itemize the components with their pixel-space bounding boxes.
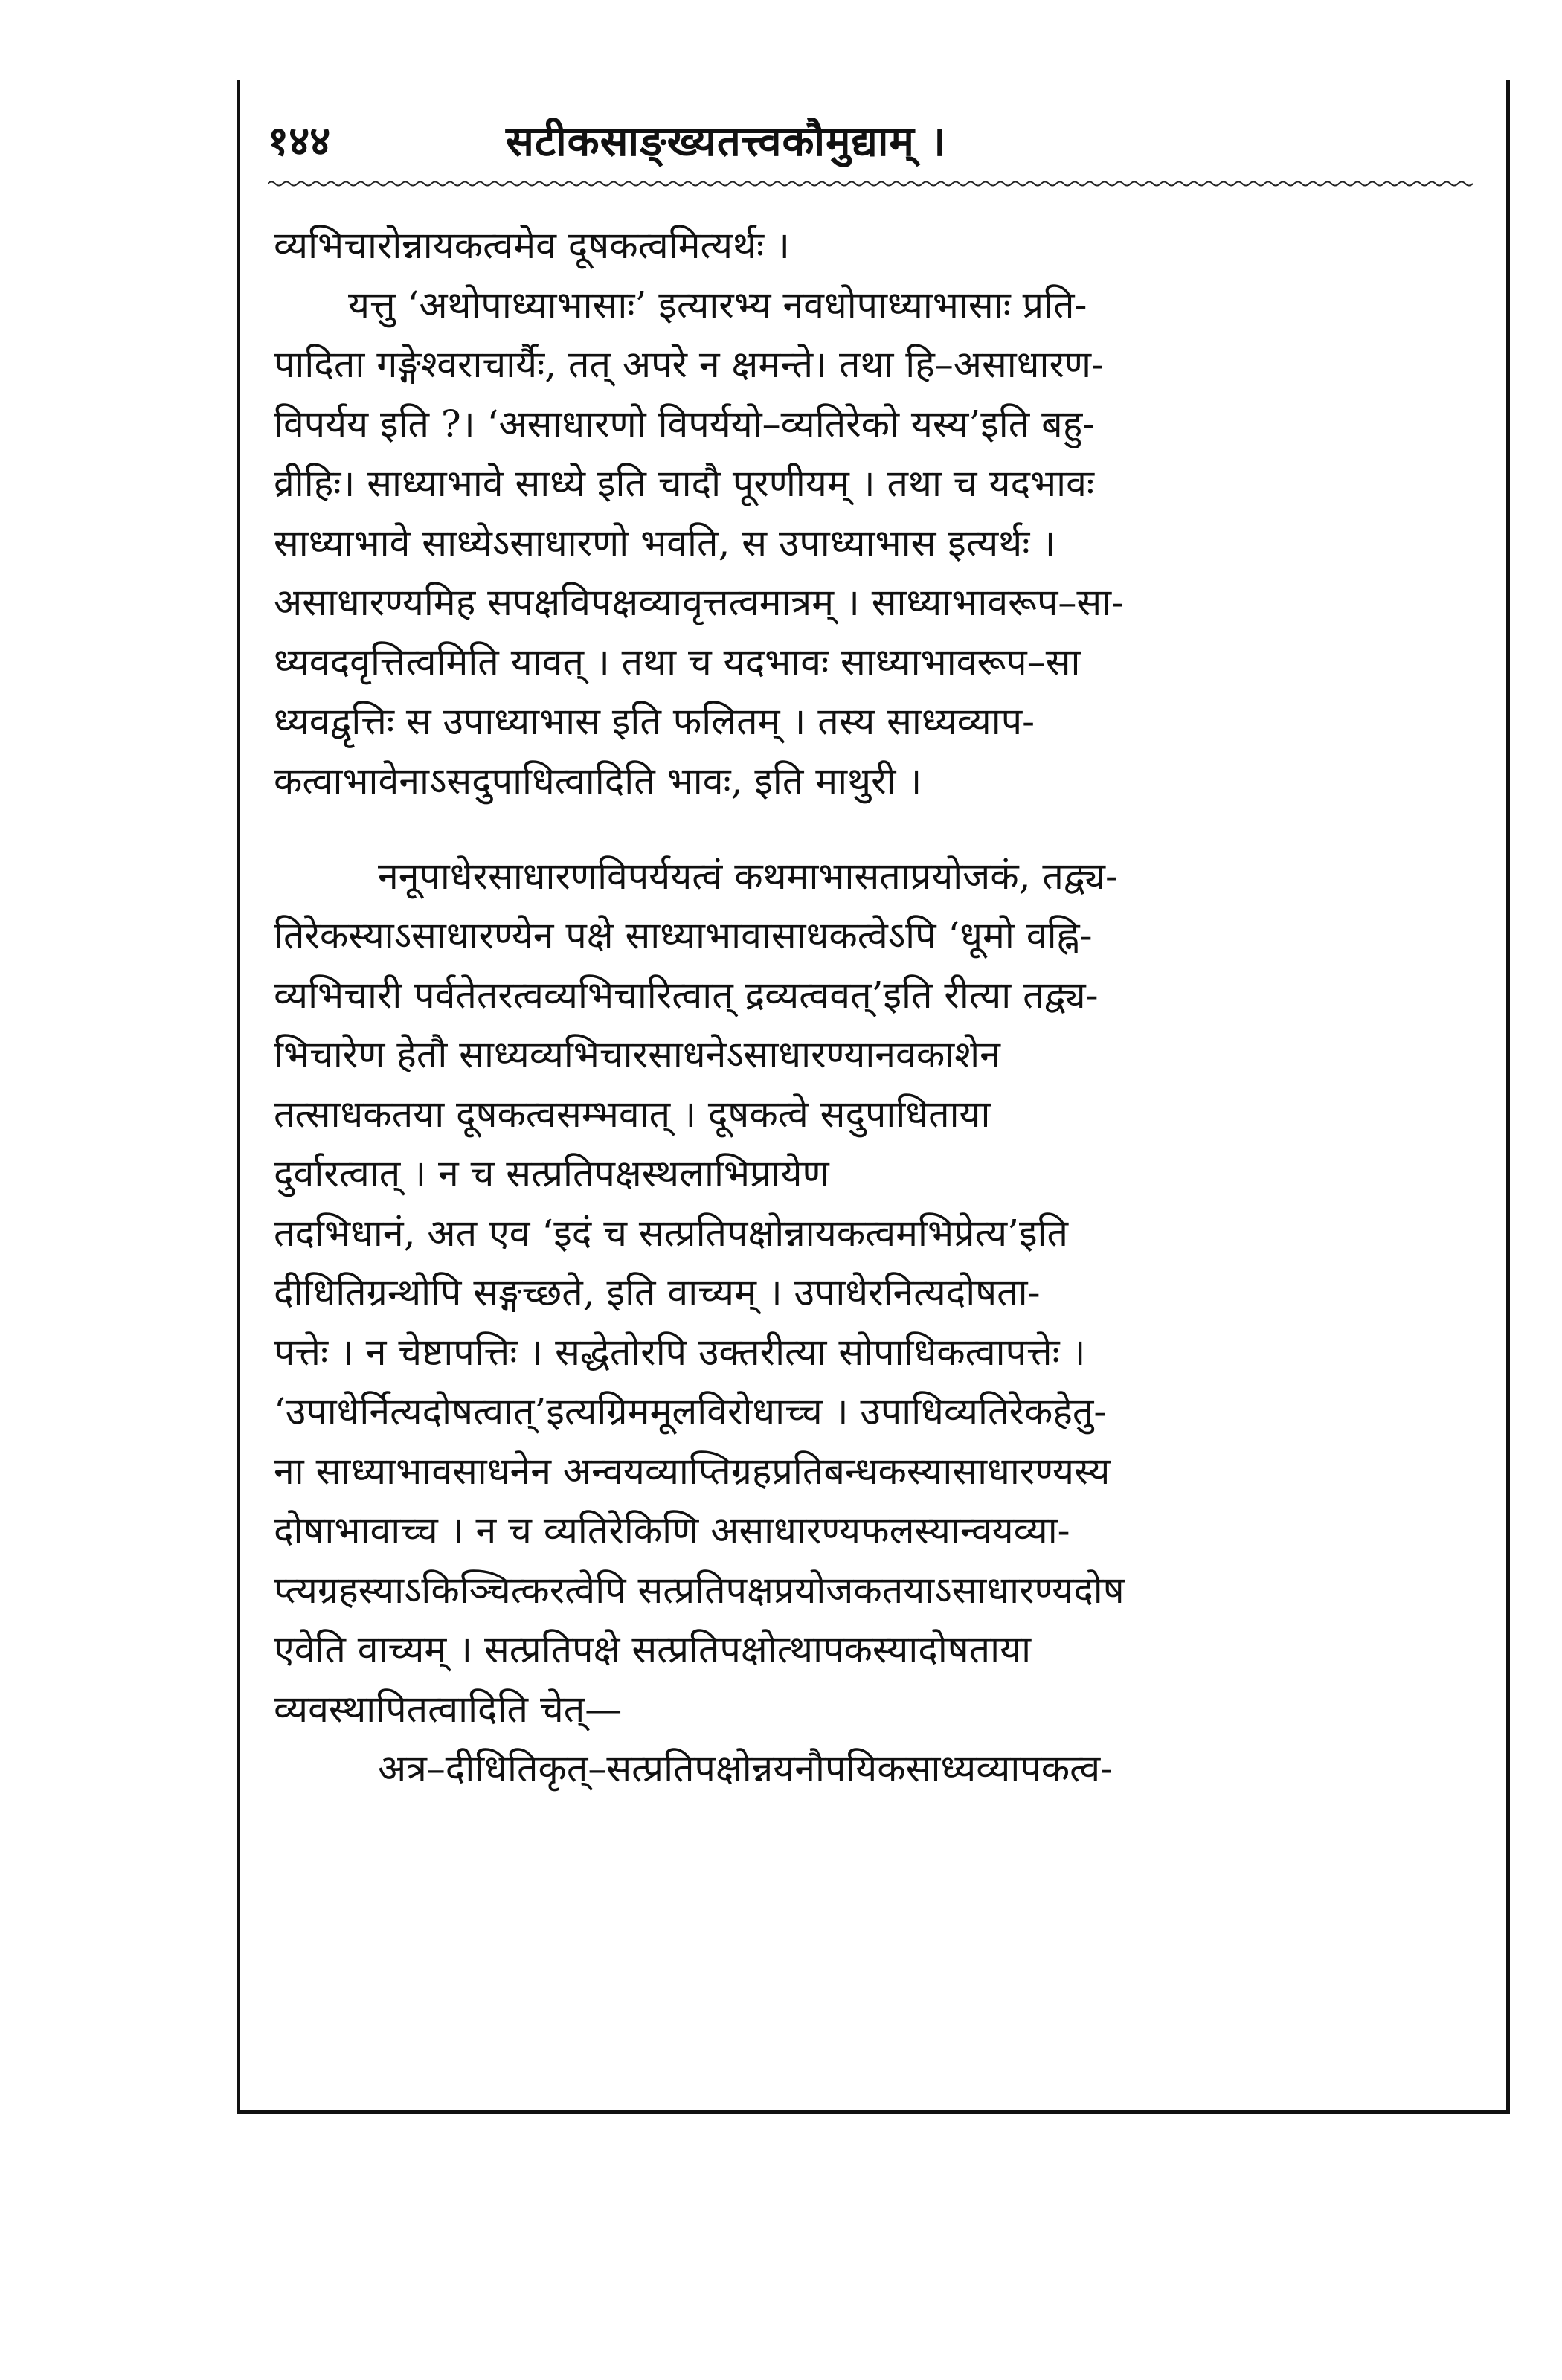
text-line: व्यभिचारी पर्वतेतरत्वव्यभिचारित्वात् द्रव्यत्ववत्’इति रीत्या तद्व्य-: [274, 974, 1099, 1017]
text-line: तदभिधानं, अत एव ‘इदं च सत्प्रतिपक्षोन्नायकत्वमभिप्रेत्य’इति: [274, 1212, 1068, 1255]
text-line: दोषाभावाच्च । न च व्यतिरेकिणि असाधारण्यफलस्यान्वयव्या-: [274, 1509, 1070, 1552]
text-line: असाधारण्यमिह सपक्षविपक्षव्यावृत्तत्वमात्रम् । साध्याभावरूप–सा-: [274, 581, 1125, 624]
text-line: यत्तु ‘अथोपाध्याभासाः’ इत्यारभ्य नवधोपाध्याभासाः प्रति-: [348, 283, 1087, 327]
page-number: १४४: [268, 117, 331, 164]
text-line: अत्र–दीधितिकृत्–सत्प्रतिपक्षोन्नयनौपयिकसाध्यव्यापकत्व-: [378, 1747, 1113, 1790]
page-header: [268, 112, 1473, 186]
text-line: दुर्वारत्वात् । न च सत्प्रतिपक्षस्थलाभिप्रायेण: [274, 1152, 829, 1195]
paragraph-gap: [274, 811, 1464, 846]
text-line: विपर्यय इति ?। ‘असाधारणो विपर्ययो–व्यतिरेको यस्य’इति बहु-: [274, 402, 1096, 446]
text-line: पादिता गङ्गेश्वराचार्यैः, तत् अपरे न क्षमन्ते। तथा हि–असाधारण-: [274, 343, 1104, 386]
text-line: ध्यवदवृत्तित्वमिति यावत् । तथा च यदभावः साध्याभावरूप–सा: [274, 640, 1081, 684]
paragraph-1: [274, 216, 1464, 275]
text-line: भिचारेण हेतौ साध्यव्यभिचारसाधनेऽसाधारण्यानवकाशेन: [274, 1033, 1000, 1076]
paragraph-4: [274, 1739, 1464, 1798]
text-line: ना साध्याभावसाधनेन अन्वयव्याप्तिग्रहप्रतिबन्धकस्यासाधारण्यस्य: [274, 1450, 1111, 1493]
text-line: साध्याभावे साध्येऽसाधारणो भवति, स उपाध्याभास इत्यर्थः ।: [274, 521, 1056, 565]
text-line: ‘उपाधेर्नित्यदोषत्वात्’इत्यग्रिममूलविरोधाच्च । उपाधिव्यतिरेकहेतु-: [274, 1390, 1107, 1433]
paragraph-3: [274, 846, 1464, 1739]
text-line: दीधितिग्रन्थोपि सङ्गच्छते, इति वाच्यम् । उपाधेरनित्यदोषता-: [274, 1271, 1041, 1314]
text-line: तिरेकस्याऽसाधारण्येन पक्षे साध्याभावासाधकत्वेऽपि ‘धूमो वह्नि-: [274, 914, 1093, 957]
text-line: प्त्यग्रहस्याऽकिञ्चित्करत्वेपि सत्प्रतिपक्षप्रयोजकतयाऽसाधारण्यदोष: [274, 1569, 1125, 1612]
text-line: पत्तेः । न चेष्टापत्तिः । सद्धेतोरपि उक्तरीत्या सोपाधिकत्वापत्तेः ।: [274, 1331, 1086, 1374]
text-line: एवेति वाच्यम् । सत्प्रतिपक्षे सत्प्रतिपक्षोत्थापकस्यादोषताया: [274, 1628, 1032, 1671]
header-wavy-rule: [268, 178, 1473, 189]
text-line: ध्यवद्वृत्तिः स उपाध्याभास इति फलितम् । तस्य साध्यव्याप-: [274, 700, 1035, 743]
page-body: [274, 216, 1464, 1798]
text-line: व्यभिचारोन्नायकत्वमेव दूषकत्वमित्यर्थः ।: [274, 224, 790, 267]
text-line: कत्वाभावेनाऽसदुपाधित्वादिति भावः, इति माथुरी ।: [274, 759, 922, 803]
text-line: व्यवस्थापितत्वादिति चेत्—: [274, 1688, 623, 1731]
running-title: सटीकसाङ्ख्यतत्त्वकौमुद्याम् ।: [506, 117, 947, 166]
text-line: ननूपाधेरसाधारणविपर्ययत्वं कथमाभासताप्रयोजकं, तद्व्य-: [378, 855, 1118, 898]
text-line: व्रीहिः। साध्याभावे साध्ये इति चादौ पूरणीयम् । तथा च यदभावः: [274, 462, 1094, 505]
text-line: तत्साधकतया दूषकत्वसम्भवात् । दूषकत्वे सदुपाधिताया: [274, 1093, 991, 1136]
paragraph-2: [274, 275, 1464, 811]
